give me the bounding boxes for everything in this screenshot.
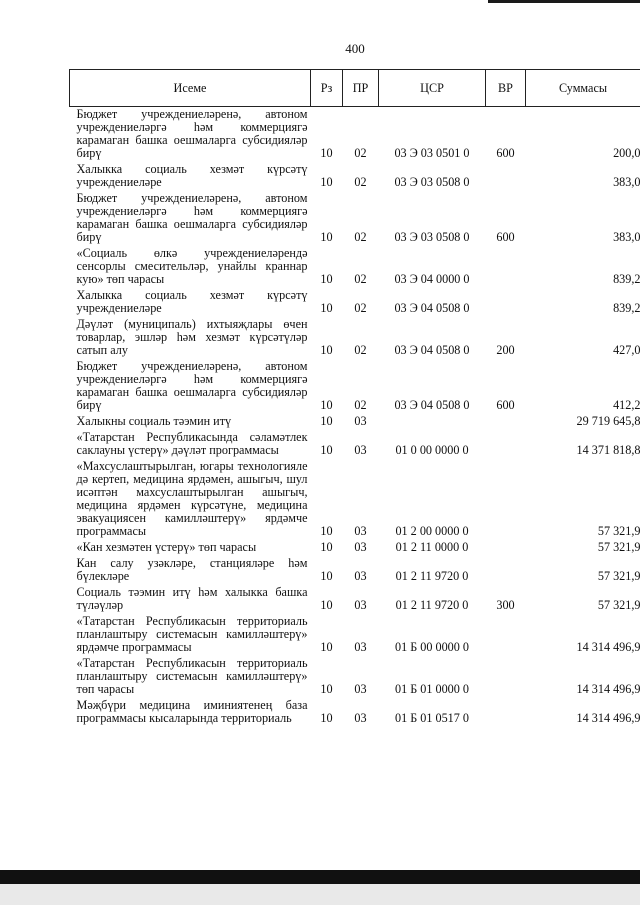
row-vr [486,162,526,191]
row-rz: 10 [320,569,333,583]
row-rz: 10 [320,398,333,412]
row-name: Кан салу узәкләре, станцияләре һәм бүлекләре [76,556,308,583]
row-name: Бюджет учреждениеләренә, автоном учреждениеләргә һәм коммерциягә карамаган башка оешмаларга субсидияләр бирү [76,191,308,244]
table-row [70,414,640,430]
row-name: Дәүләт (муниципаль) ихтыяҗлары өчен товарлар, эшләр һәм хезмәт күрсәтүләр сатып алу [76,317,308,357]
table-row [70,107,640,163]
table-row [70,288,640,317]
row-sum: 14 371 818,8 [576,443,640,457]
row-pr: 02 [354,175,367,189]
header-pr: ПР [343,70,379,107]
row-pr: 03 [354,414,367,428]
header-csr: ЦСР [379,70,486,107]
table-row [70,459,640,540]
row-name: Бюджет учреждениеләренә, автоном учреждениеләргә һәм коммерциягә карамаган башка оешмаларга субсидияләр бирү [76,107,308,160]
row-rz: 10 [320,443,333,457]
row-vr [486,430,526,459]
row-vr [486,459,526,540]
top-rule [488,0,640,3]
row-vr [486,698,526,727]
table-row [70,359,640,414]
row-rz: 10 [320,524,333,538]
row-rz: 10 [320,540,333,554]
table-row [70,430,640,459]
row-vr: 600 [496,398,515,412]
page-number: 400 [345,41,365,56]
row-name: «Социаль өлкә учреждениеләрендә сенсорлы смесительләр, унайлы краннар кую» төп чарасы [76,246,308,286]
row-vr [486,414,526,430]
row-pr: 02 [354,398,367,412]
table-row [70,614,640,656]
table-row [70,540,640,556]
row-csr: 01 Б 01 0000 0 [394,682,470,696]
row-csr: 03 Э 04 0508 0 [394,343,470,357]
table-row [70,191,640,246]
row-pr: 02 [354,343,367,357]
row-pr: 03 [354,540,367,554]
row-sum: 57 321,9 [597,540,640,554]
header-sum: Суммасы [526,70,640,107]
row-name: «Кан хезмәтен үстерү» төп чарасы [76,540,257,554]
row-csr: 01 2 00 0000 0 [395,524,469,538]
row-vr: 600 [496,230,515,244]
table-row [70,162,640,191]
header-rz: Рз [311,70,343,107]
table-row [70,246,640,288]
bottom-scan-edge [0,884,640,905]
row-rz: 10 [320,146,333,160]
header-vr: ВР [486,70,526,107]
row-sum: 412,2 [613,398,640,412]
row-pr: 03 [354,640,367,654]
bottom-rule [0,870,640,884]
row-csr: 03 Э 04 0000 0 [394,272,470,286]
row-name: «Махсуслаштырылган, югары технологияле дә кертеп, медицина ярдәмен, ашыгыч, шул исәптән махсуслаштырылган ашыгыч, медицина ярдәмен күрсәтүне, медицина эвакуациясен камилләштерү» ярдәмче программасы [76,459,308,538]
row-sum: 427,0 [613,343,640,357]
row-name: Мәҗбүри медицина иминиятенең база программасы кысаларында территориаль [76,698,308,725]
row-sum: 14 314 496,9 [576,711,640,725]
row-rz: 10 [320,598,333,612]
row-csr: 01 Б 00 0000 0 [394,640,470,654]
row-sum: 200,0 [613,146,640,160]
row-csr: 01 0 00 0000 0 [395,443,469,457]
row-sum: 57 321,9 [597,524,640,538]
row-rz: 10 [320,640,333,654]
row-vr [486,614,526,656]
row-csr: 01 Б 01 0517 0 [394,711,470,725]
row-vr: 200 [496,343,515,357]
row-rz: 10 [320,301,333,315]
header-name: Исеме [70,70,311,107]
row-pr: 03 [354,524,367,538]
row-pr: 03 [354,711,367,725]
budget-table [69,69,640,727]
row-csr [379,414,486,430]
row-csr: 03 Э 03 0501 0 [394,146,470,160]
row-vr: 300 [496,598,515,612]
row-sum: 839,2 [613,272,640,286]
row-pr: 03 [354,598,367,612]
row-sum: 14 314 496,9 [576,682,640,696]
header-row [70,70,640,107]
row-name: Социаль тәэмин итү һәм халыкка башка түләүләр [76,585,308,612]
row-pr: 02 [354,230,367,244]
row-rz: 10 [320,343,333,357]
row-name: «Татарстан Республикасында сәламәтлек саклауны үстерү» дәүләт программасы [76,430,308,457]
table-row [70,698,640,727]
row-rz: 10 [320,175,333,189]
row-csr: 01 2 11 0000 0 [395,540,469,554]
row-csr: 01 2 11 9720 0 [395,598,469,612]
row-name: Бюджет учреждениеләренә, автоном учреждениеләргә һәм коммерциягә карамаган башка оешмаларга субсидияләр бирү [76,359,308,412]
row-rz: 10 [320,682,333,696]
row-name: Халыкка социаль хезмәт күрсәтү учреждениеләре [76,162,308,189]
row-vr [486,656,526,698]
table-row [70,585,640,614]
row-sum: 383,0 [613,175,640,189]
row-name: «Татарстан Республикасын территориаль планлаштыру системасын камилләштерү» ярдәмче программасы [76,614,308,654]
row-rz: 10 [320,272,333,286]
row-vr [486,556,526,585]
row-vr [486,246,526,288]
row-vr [486,288,526,317]
row-rz: 10 [320,414,333,428]
row-pr: 02 [354,301,367,315]
row-name: Халыкка социаль хезмәт күрсәтү учреждениеләре [76,288,308,315]
row-sum: 839,2 [613,301,640,315]
row-vr [486,540,526,556]
row-sum: 57 321,9 [597,598,640,612]
row-sum: 57 321,9 [597,569,640,583]
row-sum: 29 719 645,8 [576,414,640,428]
row-rz: 10 [320,711,333,725]
table-row [70,317,640,359]
row-pr: 02 [354,146,367,160]
row-csr: 03 Э 04 0508 0 [394,398,470,412]
row-pr: 02 [354,272,367,286]
row-csr: 01 2 11 9720 0 [395,569,469,583]
table-row [70,556,640,585]
table-row [70,656,640,698]
row-pr: 03 [354,682,367,696]
row-csr: 03 Э 03 0508 0 [394,175,470,189]
row-pr: 03 [354,443,367,457]
row-csr: 03 Э 04 0508 0 [394,301,470,315]
row-sum: 14 314 496,9 [576,640,640,654]
row-vr: 600 [496,146,515,160]
row-pr: 03 [354,569,367,583]
row-rz: 10 [320,230,333,244]
table-body [70,107,640,728]
row-csr: 03 Э 03 0508 0 [394,230,470,244]
row-name: «Татарстан Республикасын территориаль планлаштыру системасын камилләштерү» төп чарасы [76,656,308,696]
row-name: Халыкны социаль тәэмин итү [76,414,232,428]
row-sum: 383,0 [613,230,640,244]
